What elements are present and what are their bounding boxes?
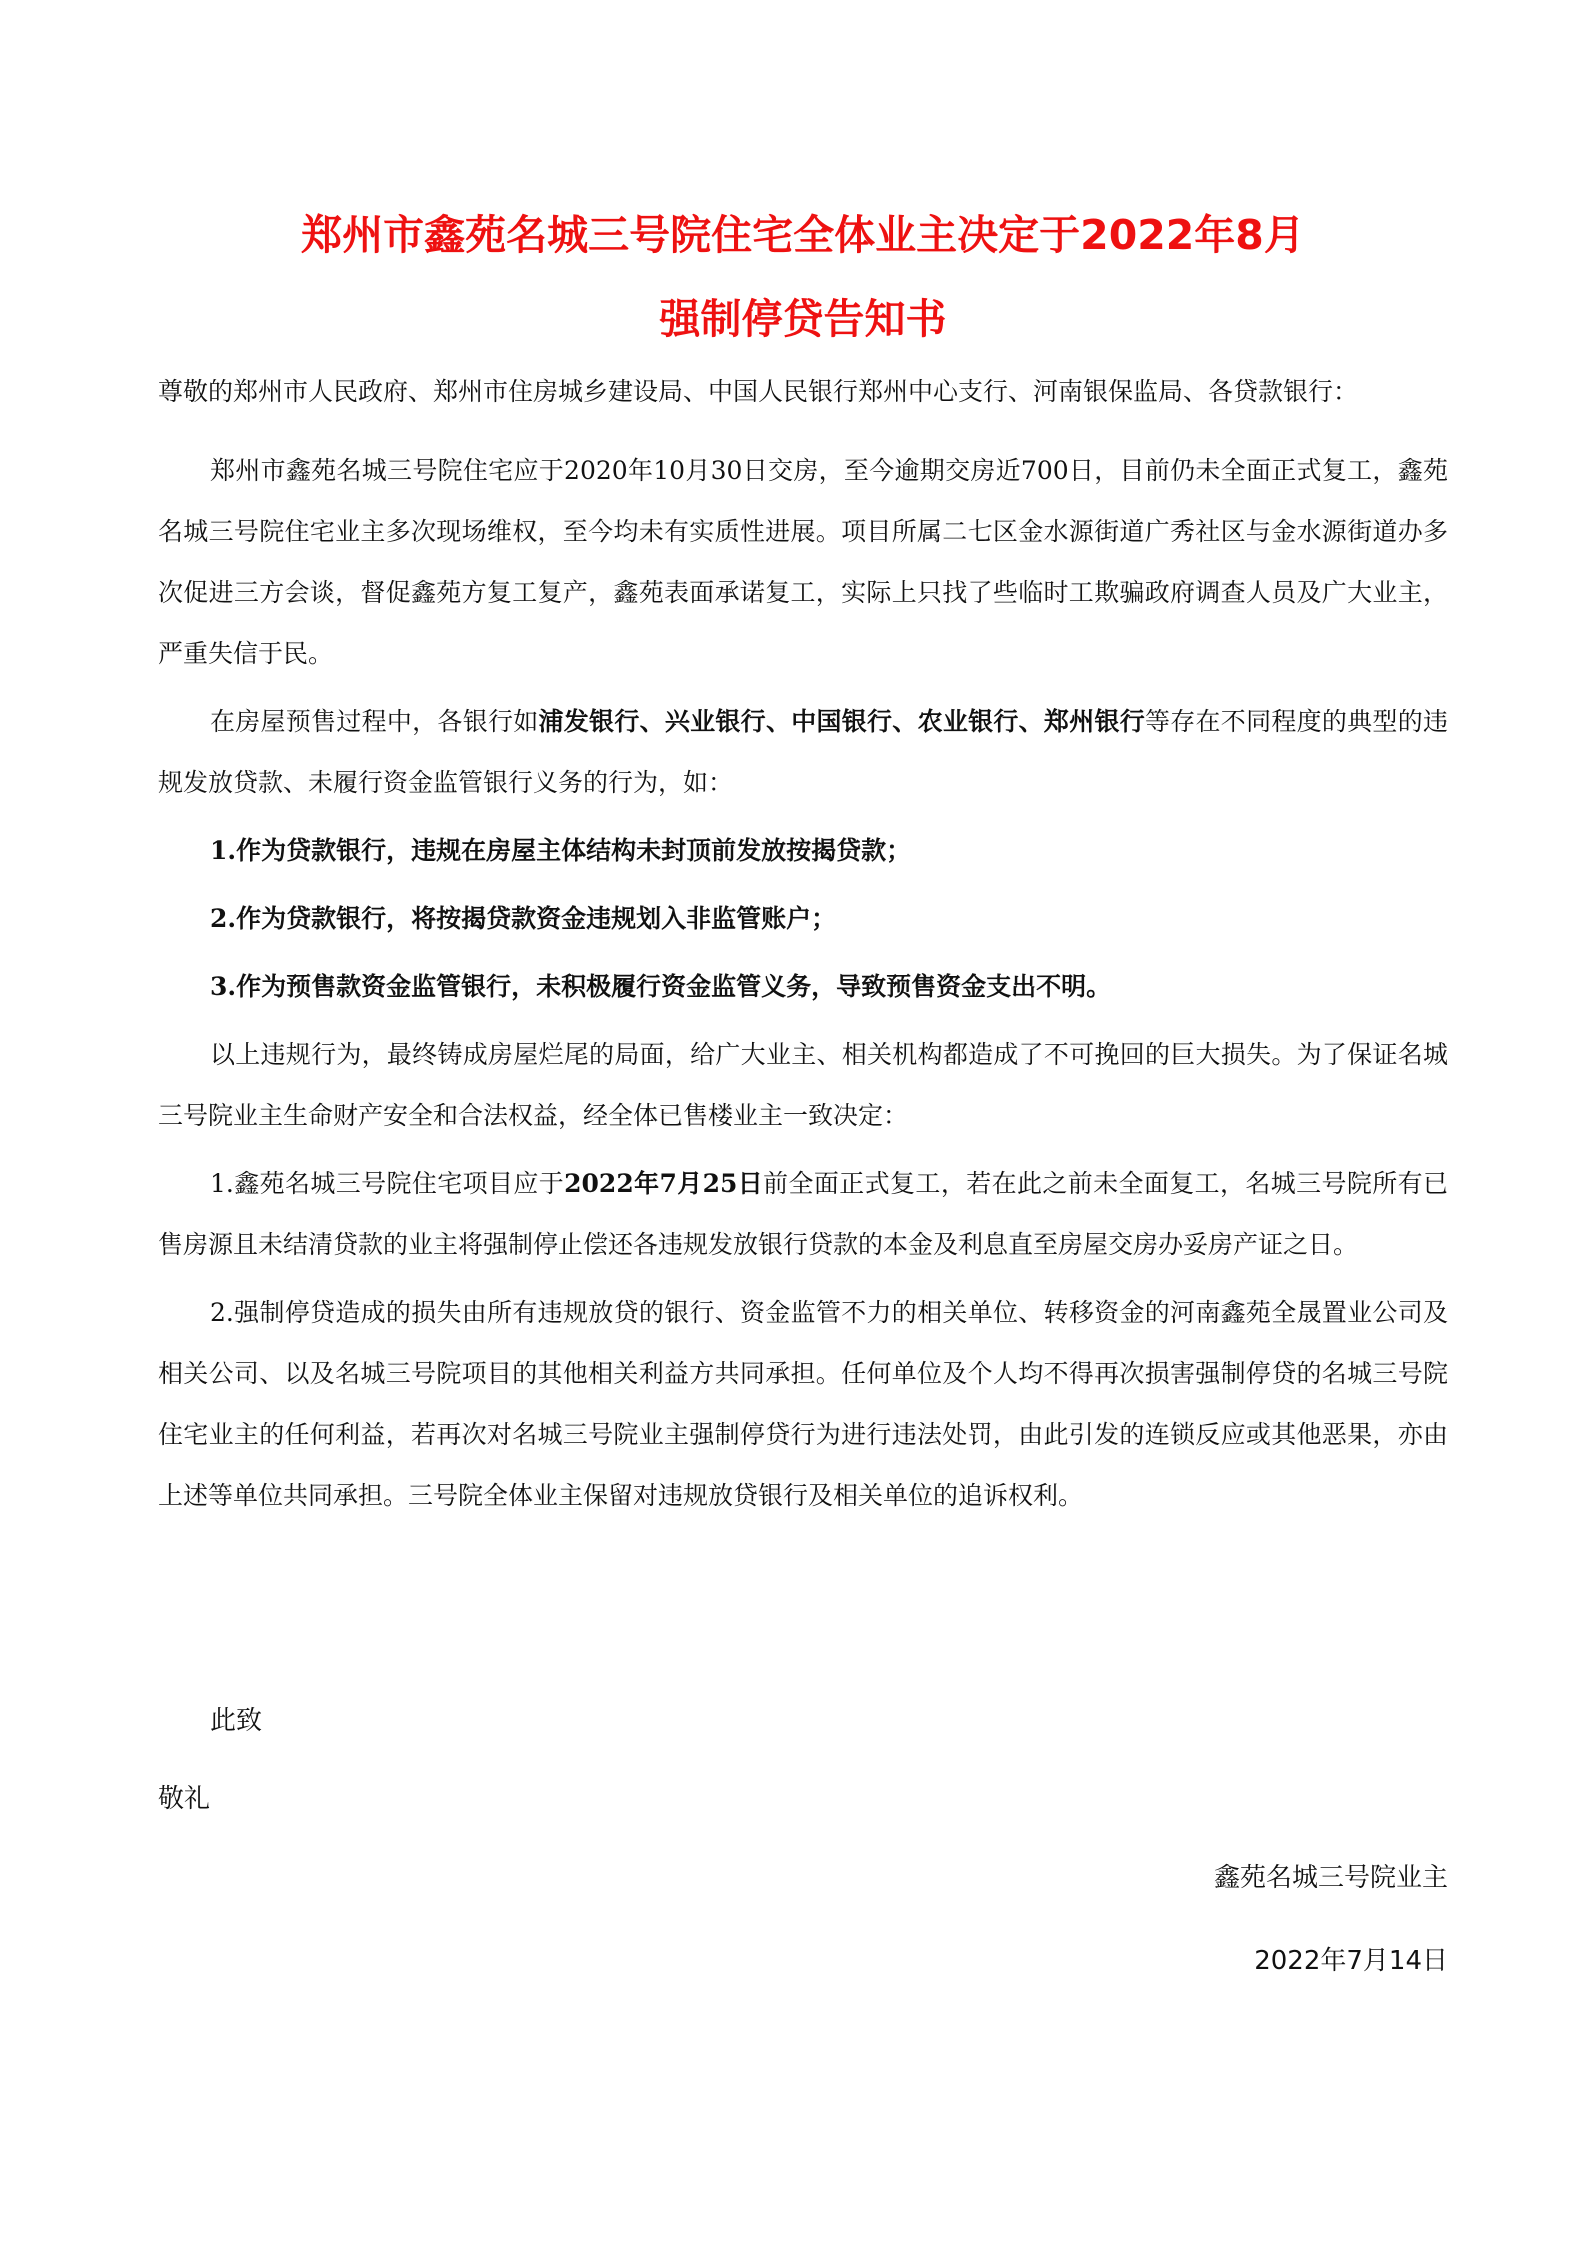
salutation: 尊敬的郑州市人民政府、郑州市住房城乡建设局、中国人民银行郑州中心支行、河南银保监局、各贷款银行： bbox=[158, 377, 1359, 406]
deadline-date: 2022年7月25日 bbox=[564, 1169, 764, 1198]
decision-item-1 bbox=[158, 1153, 1448, 1275]
paragraph-banks-rest: 等存在不同程度的典型的违规发放贷款、未履行资金监管银行义务的行为，如： bbox=[158, 707, 1448, 797]
paragraph-banks bbox=[158, 691, 1448, 813]
paragraph-background: 郑州市鑫苑名城三号院住宅应于2020年10月30日交房，至今逾期交房近700日，目前仍未全面正式复工，鑫苑名城三号院住宅业主多次现场维权，至今均未有实质性进展。项目所属二七区金水源街道广秀社区与金水源街道办多次促进三方会谈，督促鑫苑方复工复产，鑫苑表面承诺复工，实际上只找了些临时工欺骗政府调查人员及广大业主，严重失信于民。 bbox=[158, 456, 1448, 668]
closing-regards: 敬礼 bbox=[158, 1784, 211, 1814]
document-date: 2022年7月14日 bbox=[1254, 1946, 1448, 1976]
paragraph-decision-intro: 以上违规行为，最终铸成房屋烂尾的局面，给广大业主、相关机构都造成了不可挽回的巨大损失。为了保证名城三号院业主生命财产安全和合法权益，经全体已售楼业主一致决定： bbox=[158, 1040, 1448, 1130]
violation-item-1: 1.作为贷款银行，违规在房屋主体结构未封顶前发放按揭贷款； bbox=[210, 836, 912, 865]
decision-item-1-rest: 前全面正式复工，若在此之前未全面复工，名城三号院所有已售房源且未结清贷款的业主将强制停止偿还各违规发放银行贷款的本金及利息直至房屋交房办妥房产证之日。 bbox=[158, 1169, 1448, 1259]
paragraph-banks-intro: 在房屋预售过程中，各银行如 bbox=[210, 707, 539, 736]
bank-list: 浦发银行、兴业银行、中国银行、农业银行、郑州银行 bbox=[538, 707, 1145, 736]
violation-item-3: 3.作为预售款资金监管银行，未积极履行资金监管义务，导致预售资金支出不明。 bbox=[210, 972, 1112, 1001]
closing-salute: 此致 bbox=[210, 1706, 263, 1736]
violation-item-2: 2.作为贷款银行，将按揭贷款资金违规划入非监管账户； bbox=[210, 904, 837, 933]
decision-item-2: 2.强制停贷造成的损失由所有违规放贷的银行、资金监管不力的相关单位、转移资金的河南鑫苑全晟置业公司及相关公司、以及名城三号院项目的其他相关利益方共同承担。任何单位及个人均不得再次损害强制停贷的名城三号院住宅业主的任何利益，若再次对名城三号院业主强制停贷行为进行违法处罚，由此引发的连锁反应或其他恶果，亦由上述等单位共同承担。三号院全体业主保留对违规放贷银行及相关单位的追诉权利。 bbox=[158, 1298, 1448, 1510]
decision-item-1-intro: 1.鑫苑名城三号院住宅项目应于 bbox=[210, 1169, 565, 1198]
document-page bbox=[158, 205, 1448, 1976]
document-title-line2: 强制停贷告知书 bbox=[659, 295, 947, 343]
signer: 鑫苑名城三号院业主 bbox=[1213, 1863, 1448, 1893]
document-title-line1: 郑州市鑫苑名城三号院住宅全体业主决定于2022年8月 bbox=[301, 211, 1305, 259]
